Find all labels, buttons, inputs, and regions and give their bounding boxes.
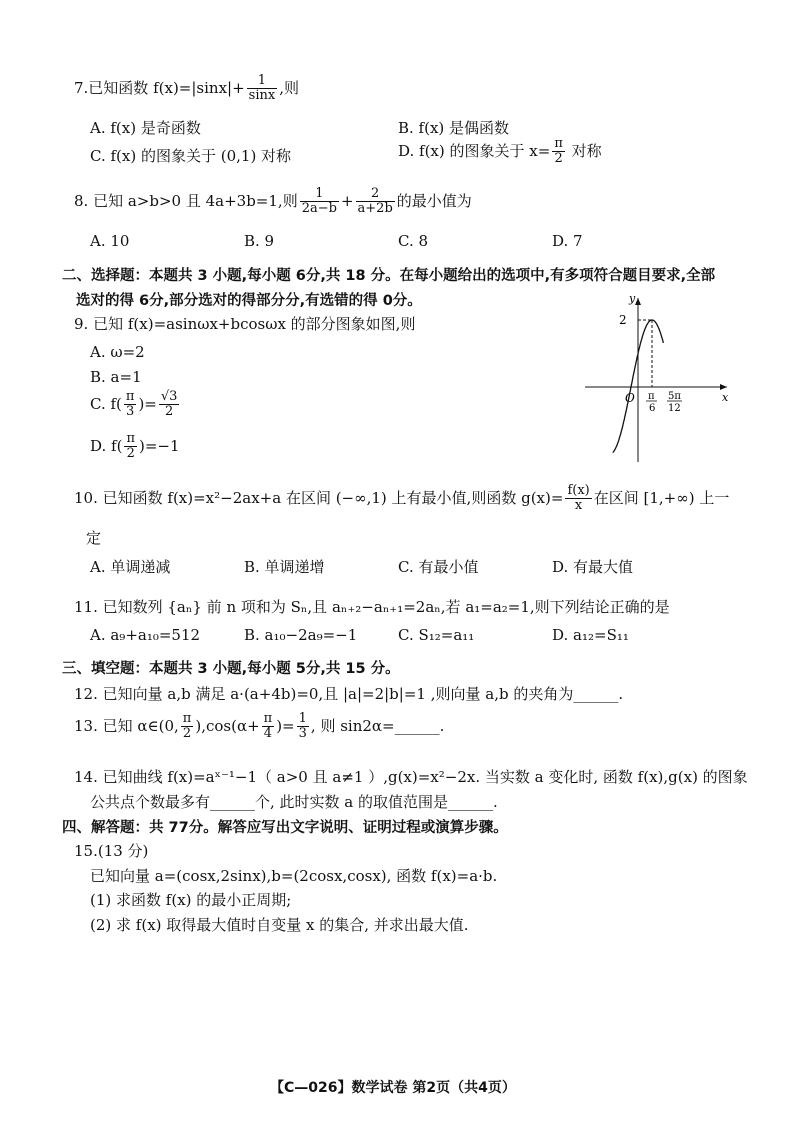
q9-option-a: A. ω=2 [90, 343, 145, 361]
origin-label: O [625, 391, 635, 405]
q15-head: 15.(13 分) [74, 842, 149, 860]
x-axis-arrow [720, 384, 727, 390]
tick-5pi-12-num: 5π [668, 391, 681, 402]
max-value-label: 2 [619, 313, 627, 327]
q7-option-d: D. f(x) 的图象关于 x= $\frac{\pi}{2}$ 对称 [398, 136, 602, 167]
q9-function-graph [585, 290, 735, 465]
section-4-title: 四、解答题：共 77分。解答应写出文字说明、证明过程或演算步骤。 [62, 820, 508, 836]
q13-stem: 13. 已知 α∈(0, $\frac{\pi}{2}$ ),cos(α+ $\frac{\pi}{4}$ )= $\frac{1}{3}$ , 则 sin2α=______. [74, 711, 445, 742]
q12-stem: 12. 已知向量 a,b 满足 a·(a+4b)=0,且 |a|=2|b|=1 ,则向量 a,b 的夹角为______. [74, 685, 624, 703]
q8-option-c: C. 8 [398, 232, 429, 250]
tick-pi-6-den: 6 [649, 403, 656, 414]
q8-stem: 8. 已知 a>b>0 且 4a+3b=1,则 $\frac{1}{2a-b}$ + $\frac{2}{a+2b}$ 的最小值为 [74, 186, 472, 217]
q8-option-b: B. 9 [244, 232, 275, 250]
section-3-title: 三、填空题：本题共 3 小题,每小题 5分,共 15 分。 [62, 661, 400, 677]
q11-option-a: A. a₉+a₁₀=512 [90, 626, 201, 644]
tick-5pi-12-den: 12 [668, 403, 681, 414]
q8-option-d: D. 7 [552, 232, 583, 250]
q7-option-a: A. f(x) 是奇函数 [90, 119, 201, 137]
section-2-subtitle: 选对的得 6分,部分选对的得部分分,有选错的得 0分。 [76, 293, 422, 309]
x-axis-label: x [722, 391, 729, 404]
q10-option-a: A. 单调递减 [90, 558, 171, 576]
q10-option-b: B. 单调递增 [244, 558, 325, 576]
q7-stem: 7.已知函数 f(x)=|sinx|+ $\frac{1}{\sin x}$ ,则 [74, 73, 299, 104]
page-footer: 【C—026】数学试卷 第2页（共4页） [270, 1080, 516, 1096]
section-2-title: 二、选择题：本题共 3 小题,每小题 6分,共 18 分。在每小题给出的选项中,有多项符合题目要求,全部 [62, 268, 716, 284]
q11-option-c: C. S₁₂=a₁₁ [398, 626, 475, 644]
q10-option-d: D. 有最大值 [552, 558, 634, 576]
q10-option-c: C. 有最小值 [398, 558, 479, 576]
q15-line-1: 已知向量 a=(cosx,2sinx),b=(2cosx,cosx), 函数 f(x)=a·b. [90, 867, 498, 885]
q15-part-2: (2) 求 f(x) 取得最大值时自变量 x 的集合, 并求出最大值. [90, 916, 469, 934]
q11-option-d: D. a₁₂=S₁₁ [552, 626, 629, 644]
q9-option-b: B. a=1 [90, 368, 142, 386]
q10-stem-cont: 定 [86, 529, 102, 547]
q10-stem: 10. 已知函数 f(x)=x²−2ax+a 在区间 (−∞,1) 上有最小值,则函数 g(x)= $\frac{f(x)}{x}$ 在区间 [1,+∞) 上一 [74, 483, 730, 514]
y-axis-arrow [635, 298, 641, 305]
tick-pi-6-num: π [648, 391, 655, 402]
q8-option-a: A. 10 [90, 232, 130, 250]
q11-option-b: B. a₁₀−2a₉=−1 [244, 626, 358, 644]
q7-option-b: B. f(x) 是偶函数 [398, 119, 510, 137]
q9-stem: 9. 已知 f(x)=asinωx+bcosωx 的部分图象如图,则 [74, 315, 416, 333]
y-axis-label: y [629, 292, 636, 305]
q9-option-c: C. f( $\frac{\pi}{3}$ )= $\frac{√3}{2}$ [90, 389, 178, 420]
q9-option-d: D. f( $\frac{\pi}{2}$ )=−1 [90, 431, 180, 462]
q14-line-2: 公共点个数最多有______个, 此时实数 a 的取值范围是______. [90, 793, 498, 811]
q11-stem: 11. 已知数列 {aₙ} 前 n 项和为 Sₙ,且 aₙ₊₂−aₙ₊₁=2aₙ,若 a₁=a₂=1,则下列结论正确的是 [74, 598, 670, 616]
q7-option-c: C. f(x) 的图象关于 (0,1) 对称 [90, 147, 292, 165]
q14-line-1: 14. 已知曲线 f(x)=aˣ⁻¹−1（ a>0 且 a≠1 ）,g(x)=x²−2x. 当实数 a 变化时, 函数 f(x),g(x) 的图象 [74, 768, 748, 786]
q15-part-1: (1) 求函数 f(x) 的最小正周期; [90, 891, 292, 909]
